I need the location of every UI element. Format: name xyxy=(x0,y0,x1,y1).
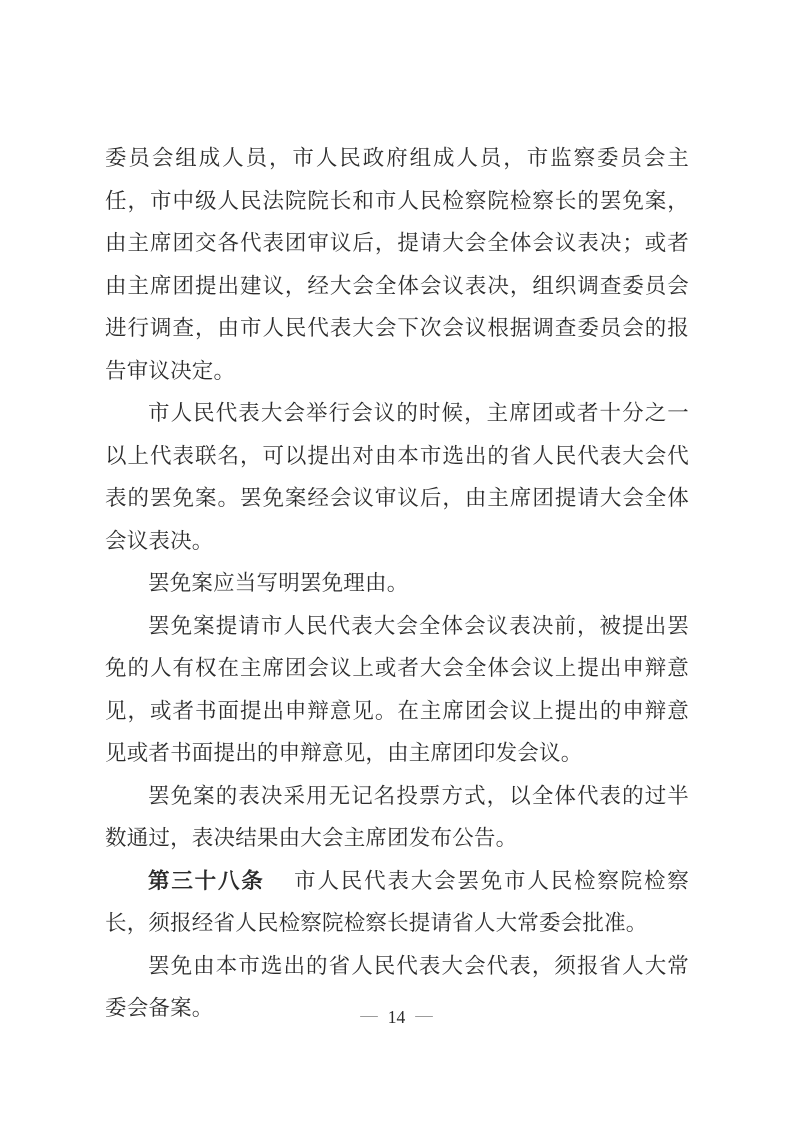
page-number: 14 xyxy=(387,1007,406,1027)
paragraph-text: 罢免案提请市人民代表大会全体会议表决前，被提出罢免的人有权在主席团会议上或者大会全体会议上提出申辩意见，或者书面提出申辩意见。在主席团会议上提出的申辩意见或者书面提出的申辩意见，由主席团印发会议。 xyxy=(105,613,689,765)
document-body xyxy=(105,137,689,1030)
paragraph-text: 罢免案应当写明罢免理由。 xyxy=(148,571,409,595)
footer-dash-left: — xyxy=(360,1005,378,1025)
paragraph-text: 市人民代表大会举行会议的时候，主席团或者十分之一以上代表联名，可以提出对由本市选出的省人民代表大会代表的罢免案。罢免案经会议审议后，由主席团提请大会全体会议表决。 xyxy=(105,401,689,553)
article-number: 第三十八条 xyxy=(148,868,265,893)
body-paragraph-1 xyxy=(105,137,689,392)
body-paragraph-6-article-38 xyxy=(105,860,689,945)
body-paragraph-4 xyxy=(105,605,689,775)
paragraph-text: 罢免案的表决采用无记名投票方式，以全体代表的过半数通过，表决结果由大会主席团发布公告。 xyxy=(105,783,689,850)
page-footer xyxy=(0,1004,793,1030)
paragraph-text: 市人民代表大会罢免市人民检察院检察长，须报经省人民检察院检察长提请省人大常委会批准。 xyxy=(105,868,689,935)
body-paragraph-2 xyxy=(105,392,689,562)
paragraph-text: 委员会组成人员，市人民政府组成人员，市监察委员会主任，市中级人民法院院长和市人民检察院检察长的罢免案，由主席团交各代表团审议后，提请大会全体会议表决；或者由主席团提出建议，经大会全体会议表决，组织调查委员会进行调查，由市人民代表大会下次会议根据调查委员会的报告审议决定。 xyxy=(105,146,689,383)
paragraph-text: 罢免由本市选出的省人民代表大会代表，须报省人大常委会备案。 xyxy=(105,953,689,1020)
footer-dash-right: — xyxy=(415,1005,433,1025)
body-paragraph-5 xyxy=(105,775,689,860)
body-paragraph-3 xyxy=(105,562,689,605)
